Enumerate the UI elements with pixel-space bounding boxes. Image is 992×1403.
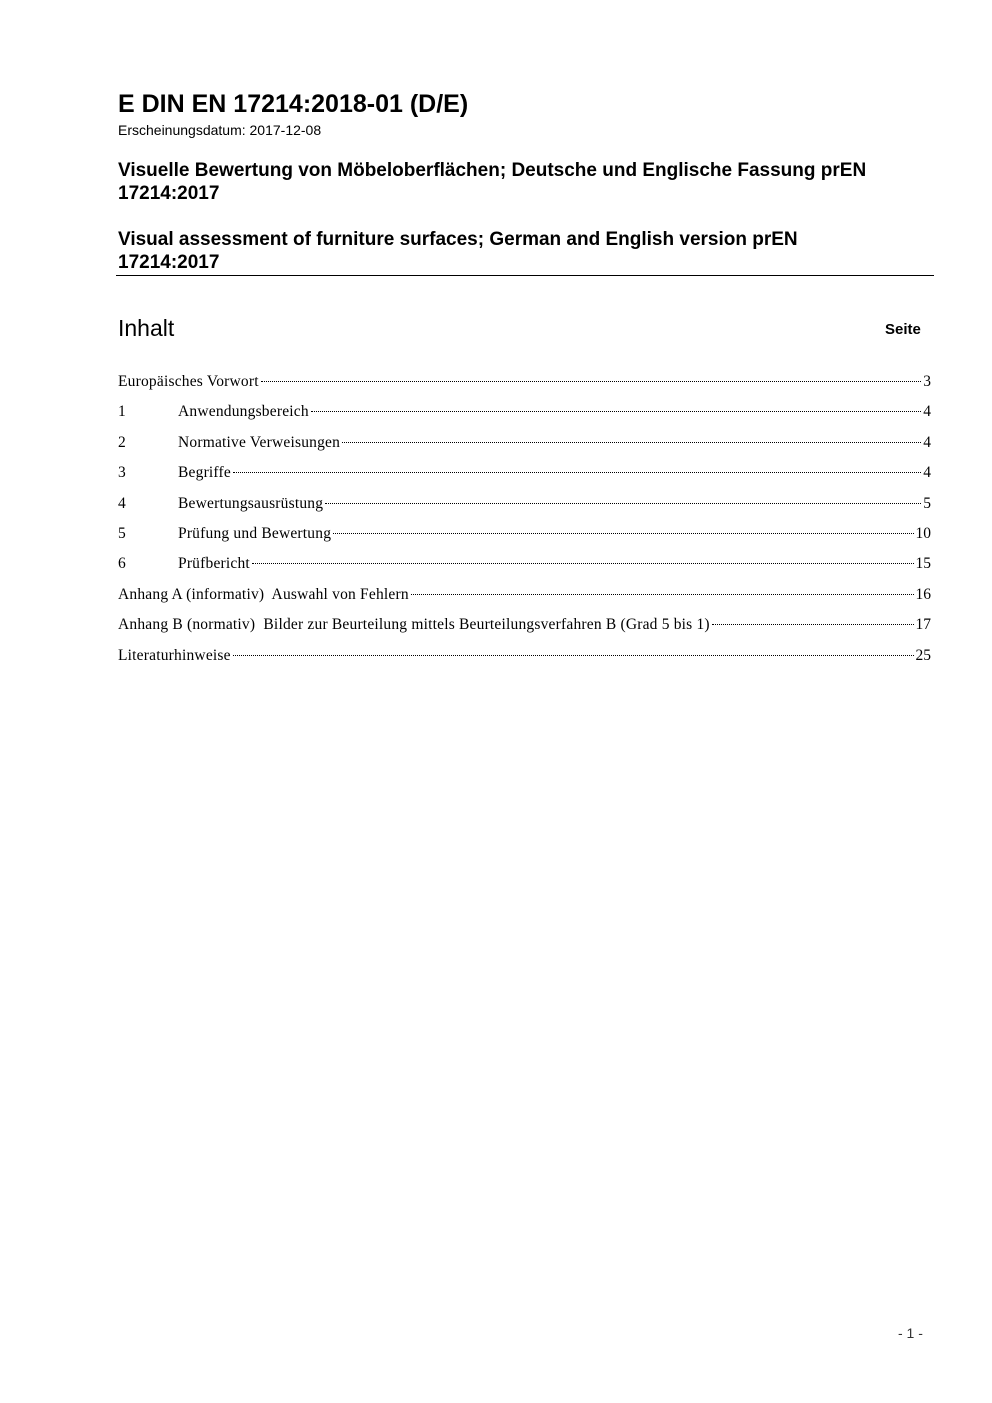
toc-entry-number: 6 <box>118 555 126 573</box>
toc-entry-title: Prüfung und Bewertung <box>178 524 332 542</box>
page-number: - 1 - <box>898 1325 923 1341</box>
toc-entry-number: 1 <box>118 403 126 421</box>
toc-entry-foreword[interactable] <box>118 370 931 400</box>
toc-entry-page: 25 <box>915 646 931 664</box>
toc-dot-leader <box>411 594 914 595</box>
toc-entry-page: 3 <box>923 373 931 390</box>
toc-dot-leader <box>261 381 921 382</box>
toc-entry-section-3[interactable] <box>118 461 931 491</box>
toc-dot-leader <box>712 624 914 625</box>
toc-dot-leader <box>342 442 921 443</box>
toc-dot-leader <box>325 503 921 504</box>
toc-entry-page: 4 <box>923 403 931 421</box>
toc-entry-section-5[interactable] <box>118 522 931 552</box>
document-id: E DIN EN 17214:2018-01 (D/E) <box>118 90 469 118</box>
toc-entry-page: 5 <box>923 494 931 512</box>
toc-dot-leader <box>311 411 921 412</box>
table-of-contents <box>118 370 931 674</box>
toc-entry-title: Europäisches Vorwort <box>118 373 259 390</box>
toc-entry-number: 2 <box>118 433 126 451</box>
title-english: Visual assessment of furniture surfaces; German and English version prEN 17214:2017 <box>118 229 798 273</box>
toc-entry-annex-b[interactable] <box>118 613 931 643</box>
toc-page-column-label: Seite <box>885 321 921 338</box>
toc-entry-title: Literaturhinweise <box>118 646 231 664</box>
toc-entry-bibliography[interactable] <box>118 644 931 674</box>
toc-entry-title: Anwendungsbereich <box>178 403 309 421</box>
toc-entry-page: 17 <box>915 616 931 634</box>
toc-entry-page: 10 <box>915 524 931 542</box>
toc-heading: Inhalt <box>118 315 175 341</box>
toc-entry-section-4[interactable] <box>118 492 931 522</box>
toc-entry-title: Anhang B (normativ) Bilder zur Beurteilung mittels Beurteilungsverfahren B (Grad 5 bis 1) <box>118 616 710 634</box>
toc-entry-number: 3 <box>118 464 126 482</box>
toc-entry-title: Begriffe <box>178 464 231 482</box>
toc-dot-leader <box>333 533 913 534</box>
toc-entry-section-1[interactable] <box>118 400 931 430</box>
toc-entry-page: 4 <box>923 433 931 451</box>
toc-dot-leader <box>233 472 921 473</box>
toc-dot-leader <box>233 655 914 656</box>
toc-entry-page: 16 <box>915 585 931 603</box>
header-divider <box>116 275 934 276</box>
publication-date: Erscheinungsdatum: 2017-12-08 <box>118 122 322 138</box>
toc-entry-title: Anhang A (informativ) Auswahl von Fehlern <box>118 585 409 603</box>
toc-dot-leader <box>252 563 914 564</box>
toc-entry-section-2[interactable] <box>118 431 931 461</box>
toc-entry-title: Prüfbericht <box>178 555 250 573</box>
toc-entry-page: 4 <box>923 464 931 482</box>
toc-entry-title: Normative Verweisungen <box>178 433 341 451</box>
toc-entry-number: 5 <box>118 524 126 542</box>
toc-entry-title: Bewertungsausrüstung <box>178 494 324 512</box>
title-german: Visuelle Bewertung von Möbeloberflächen; Deutsche und Englische Fassung prEN 17214:2017 <box>118 160 867 204</box>
toc-entry-page: 15 <box>915 555 931 573</box>
toc-entry-section-6[interactable] <box>118 552 931 582</box>
toc-entry-annex-a[interactable] <box>118 583 931 613</box>
toc-entry-number: 4 <box>118 494 126 512</box>
